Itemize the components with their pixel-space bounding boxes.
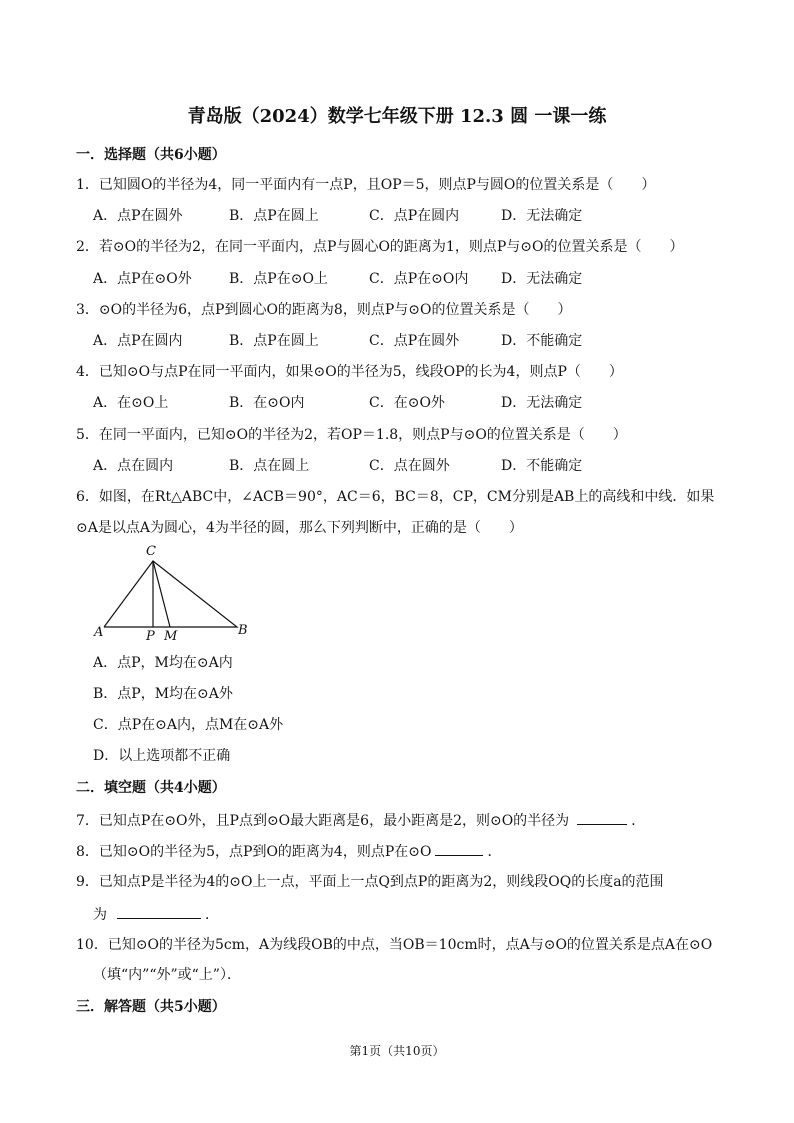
- question-3-option-a: A．点P在圆内: [93, 333, 183, 349]
- question-9-end: ．: [205, 907, 219, 923]
- question-7-answer-blank[interactable]: [577, 810, 627, 825]
- question-5-option-a: A．点在圆内: [93, 458, 174, 474]
- question-2-option-b: B．点P在⊙O上: [229, 271, 328, 287]
- question-2-option-c: C．点P在⊙O内: [369, 271, 469, 287]
- label-b: B: [238, 623, 248, 638]
- question-4-option-c: C．在⊙O外: [369, 395, 445, 411]
- question-3-option-c: C．点P在圆外: [369, 333, 460, 349]
- question-1-option-d: D．无法确定: [501, 208, 583, 224]
- question-1-option-b: B．点P在圆上: [229, 208, 319, 224]
- page-title: 青岛版（2024）数学七年级下册 12.3 圆 一课一练: [187, 106, 607, 127]
- question-2-option-d: D．无法确定: [501, 271, 583, 287]
- question-6-stem-line-1: 6．如图，在Rt△ABC中，∠ACB＝90°，AC＝6，BC＝8，CP，CM分别是AB上的高线和中线．如果: [76, 489, 715, 505]
- question-4-option-b: B．在⊙O内: [229, 395, 305, 411]
- median-cm: [153, 561, 170, 627]
- question-3-option-d: D．不能确定: [501, 333, 583, 349]
- question-9-text: 为: [93, 907, 107, 923]
- label-a: A: [94, 625, 104, 640]
- question-4-stem: 4．已知⊙O与点P在同一平面内，如果⊙O的半径为5，线段OP的长为4，则点P（ ）: [76, 364, 623, 380]
- section-heading-choice: 一．选择题（共6小题）: [76, 147, 226, 163]
- question-5-stem: 5．在同一平面内，已知⊙O的半径为2，若OP＝1.8，则点P与⊙O的位置关系是（ ）: [76, 427, 627, 443]
- question-2-option-a: A．点P在⊙O外: [93, 271, 192, 287]
- question-1-option-a: A．点P在圆外: [93, 208, 183, 224]
- question-7-text: 7．已知点P在⊙O外，且P点到⊙O最大距离是6，最小距离是2，则⊙O的半径为: [76, 813, 570, 829]
- label-c: C: [146, 544, 156, 559]
- question-8-end: ．: [487, 844, 502, 860]
- page-footer: 第1页（共10页）: [349, 1044, 445, 1058]
- question-4-option-d: D．无法确定: [501, 395, 583, 411]
- section-heading-answer: 三．解答题（共5小题）: [76, 999, 226, 1015]
- label-m: M: [164, 629, 178, 644]
- question-6-option-d: D．以上选项都不正确: [93, 748, 231, 764]
- label-p: P: [146, 629, 155, 644]
- question-8-answer-blank[interactable]: [435, 841, 483, 856]
- question-8: [76, 841, 501, 861]
- question-9-line-1: 9．已知点P是半径为4的⊙O上一点，平面上一点Q到点P的距离为2，则线段OQ的长度a的范围: [76, 874, 664, 890]
- question-6-option-a: A．点P，M均在⊙A内: [93, 655, 233, 671]
- question-10-line-2: （填“内”“外”或“上”）．: [93, 967, 241, 983]
- question-3-stem: 3．⊙O的半径为6，点P到圆心O的距离为8，则点P与⊙O的位置关系是（ ）: [76, 302, 572, 318]
- question-9-line-2: [93, 904, 219, 924]
- question-1-stem: 1．已知圆O的半径为4，同一平面内有一点P，且OP＝5，则点P与圆O的位置关系是（ ）: [76, 177, 656, 193]
- section-heading-fill: 二．填空题（共4小题）: [76, 780, 226, 796]
- question-10-line-1: 10．已知⊙O的半径为5cm，A为线段OB的中点，当OB＝10cm时，点A与⊙O的位置关系是点A在⊙O: [76, 937, 713, 953]
- triangle-sides: [104, 561, 237, 627]
- question-6-option-c: C．点P在⊙A内，点M在⊙A外: [93, 717, 284, 733]
- question-2-stem: 2．若⊙O的半径为2，在同一平面内，点P与圆心O的距离为1，则点P与⊙O的位置关系是（ ）: [76, 239, 684, 255]
- question-4-option-a: A．在⊙O上: [93, 395, 169, 411]
- question-5-option-c: C．点在圆外: [369, 458, 450, 474]
- question-1-option-c: C．点P在圆内: [369, 208, 460, 224]
- question-6-stem-line-2: ⊙A是以点A为圆心，4为半径的圆，那么下列判断中，正确的是（ ）: [76, 520, 523, 536]
- triangle-figure: [90, 540, 260, 644]
- question-8-text: 8．已知⊙O的半径为5，点P到O的距离为4，则点P在⊙O: [76, 844, 432, 860]
- question-7-end: ．: [631, 813, 646, 829]
- question-3-option-b: B．点P在圆上: [229, 333, 319, 349]
- question-7: [76, 810, 645, 830]
- question-5-option-d: D．不能确定: [501, 458, 583, 474]
- question-9-answer-blank[interactable]: [117, 904, 201, 919]
- question-6-option-b: B．点P，M均在⊙A外: [93, 686, 233, 702]
- question-5-option-b: B．点在圆上: [229, 458, 310, 474]
